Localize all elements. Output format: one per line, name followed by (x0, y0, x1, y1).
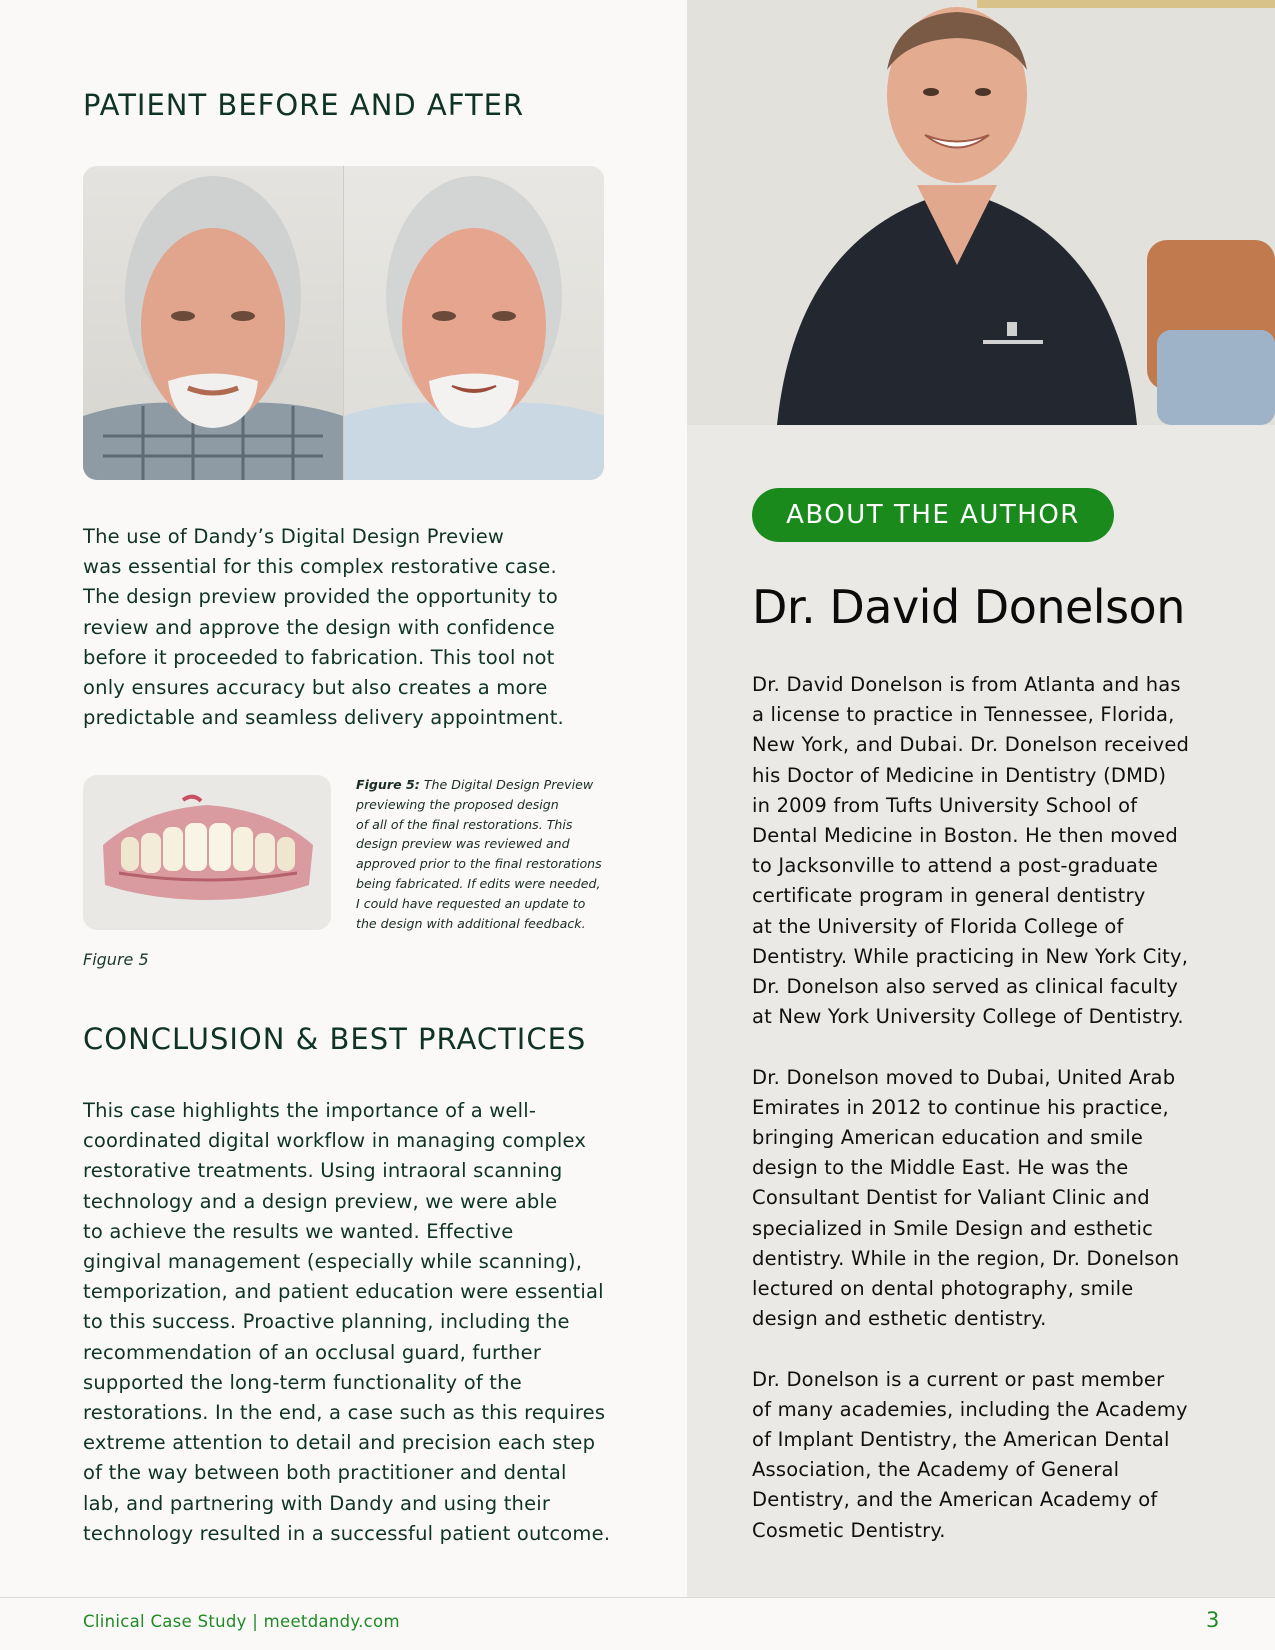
conclusion-line: technology resulted in a successful patient outcome. (83, 1521, 611, 1545)
caption-line: previewing the proposed design (356, 796, 559, 812)
conclusion-line: supported the long-term functionality of the (83, 1370, 522, 1394)
bio-line: design to the Middle East. He was the (752, 1156, 1129, 1180)
author-bio-paragraph (752, 1063, 1222, 1335)
conclusion-paragraph (83, 1096, 673, 1549)
bio-line: Consultant Dentist for Valiant Clinic and (752, 1186, 1150, 1210)
bio-line: Dental Medicine in Boston. He then moved (752, 824, 1178, 848)
conclusion-line: temporization, and patient education were essential (83, 1280, 604, 1304)
caption-line: approved prior to the final restorations (356, 856, 602, 872)
patient-before-photo (83, 166, 343, 480)
author-name: Dr. David Donelson (752, 580, 1185, 634)
bio-line: specialized in Smile Design and esthetic (752, 1216, 1153, 1240)
bio-line: at New York University College of Dentistry. (752, 1005, 1184, 1029)
caption-label: Figure 5: (356, 777, 420, 792)
bio-line: Association, the Academy of General (752, 1458, 1120, 1482)
bio-line: his Doctor of Medicine in Dentistry (DMD) (752, 763, 1167, 787)
bio-line: Dr. Donelson also served as clinical faculty (752, 975, 1179, 999)
caption-line: the design with additional feedback. (356, 915, 586, 931)
patient-after-photo (343, 166, 604, 480)
page-number: 3 (1206, 1608, 1220, 1632)
author-bio-paragraph (752, 1365, 1222, 1546)
conclusion-line: coordinated digital workflow in managing complex (83, 1129, 587, 1153)
intro-paragraph (83, 522, 643, 733)
intro-line: The use of Dandy’s Digital Design Preview (83, 525, 505, 548)
bio-line: bringing American education and smile (752, 1126, 1144, 1150)
conclusion-heading: CONCLUSION & BEST PRACTICES (83, 1022, 587, 1056)
bio-line: lectured on dental photography, smile (752, 1277, 1134, 1301)
conclusion-line: gingival management (especially while scanning), (83, 1250, 583, 1274)
patient-before-after-photo (83, 166, 604, 480)
bio-line: design and esthetic dentistry. (752, 1307, 1047, 1331)
bio-line: Dr. Donelson is a current or past member (752, 1367, 1165, 1391)
footer-divider (0, 1597, 1275, 1598)
conclusion-line: technology and a design preview, we were able (83, 1189, 558, 1213)
bio-line: in 2009 from Tufts University School of (752, 793, 1138, 817)
conclusion-line: to this success. Proactive planning, including the (83, 1310, 570, 1334)
bio-line: dentistry. While in the region, Dr. Donelson (752, 1246, 1180, 1270)
conclusion-line: of the way between both practitioner and dental (83, 1461, 567, 1485)
conclusion-line: extreme attention to detail and precision each step (83, 1431, 596, 1455)
conclusion-line: to achieve the results we wanted. Effective (83, 1219, 514, 1243)
figure-label: Figure 5 (83, 950, 149, 969)
conclusion-line: recommendation of an occlusal guard, further (83, 1340, 542, 1364)
bio-line: certificate program in general dentistry (752, 884, 1146, 908)
bio-line: of many academies, including the Academy (752, 1397, 1188, 1421)
caption-line: of all of the final restorations. This (356, 816, 573, 832)
figure-caption (356, 775, 631, 933)
intro-line: before it proceeded to fabrication. This tool not (83, 645, 555, 669)
bio-line: Emirates in 2012 to continue his practice, (752, 1095, 1169, 1119)
author-bio-paragraph (752, 670, 1222, 1032)
bio-line: Dentistry. While practicing in New York City, (752, 944, 1189, 968)
intro-line: The design preview provided the opportunity to (83, 585, 559, 609)
bio-line: Dentistry, and the American Academy of (752, 1488, 1158, 1512)
intro-line: only ensures accuracy but also creates a more (83, 676, 548, 700)
caption-line: design preview was reviewed and (356, 836, 570, 852)
author-bio (752, 670, 1222, 1576)
bio-line: Dr. David Donelson is from Atlanta and has (752, 673, 1181, 696)
design-preview-image (83, 775, 331, 930)
caption-line: The Digital Design Preview (423, 777, 594, 792)
caption-line: I could have requested an update to (356, 895, 586, 911)
caption-line: being fabricated. If edits were needed, (356, 875, 601, 891)
bio-line: New York, and Dubai. Dr. Donelson received (752, 733, 1190, 757)
conclusion-line: restorative treatments. Using intraoral scanning (83, 1159, 563, 1183)
about-author-badge: ABOUT THE AUTHOR (752, 488, 1114, 542)
bio-line: Cosmetic Dentistry. (752, 1518, 946, 1542)
intro-line: predictable and seamless delivery appointment. (83, 706, 564, 730)
bio-line: Dr. Donelson moved to Dubai, United Arab (752, 1065, 1176, 1089)
before-after-heading: PATIENT BEFORE AND AFTER (83, 88, 525, 122)
bio-line: to Jacksonville to attend a post-graduate (752, 854, 1159, 878)
footer-site-link[interactable]: Clinical Case Study | meetdandy.com (83, 1612, 400, 1631)
bio-line: at the University of Florida College of (752, 914, 1124, 938)
conclusion-line: restorations. In the end, a case such as this requires (83, 1401, 606, 1425)
intro-line: review and approve the design with confidence (83, 615, 555, 639)
intro-line: was essential for this complex restorative case. (83, 555, 557, 579)
conclusion-line: This case highlights the importance of a well- (83, 1099, 537, 1122)
bio-line: a license to practice in Tennessee, Florida, (752, 703, 1175, 727)
bio-line: of Implant Dentistry, the American Dental (752, 1428, 1170, 1452)
conclusion-line: lab, and partnering with Dandy and using their (83, 1491, 551, 1515)
author-photo (687, 0, 1275, 425)
